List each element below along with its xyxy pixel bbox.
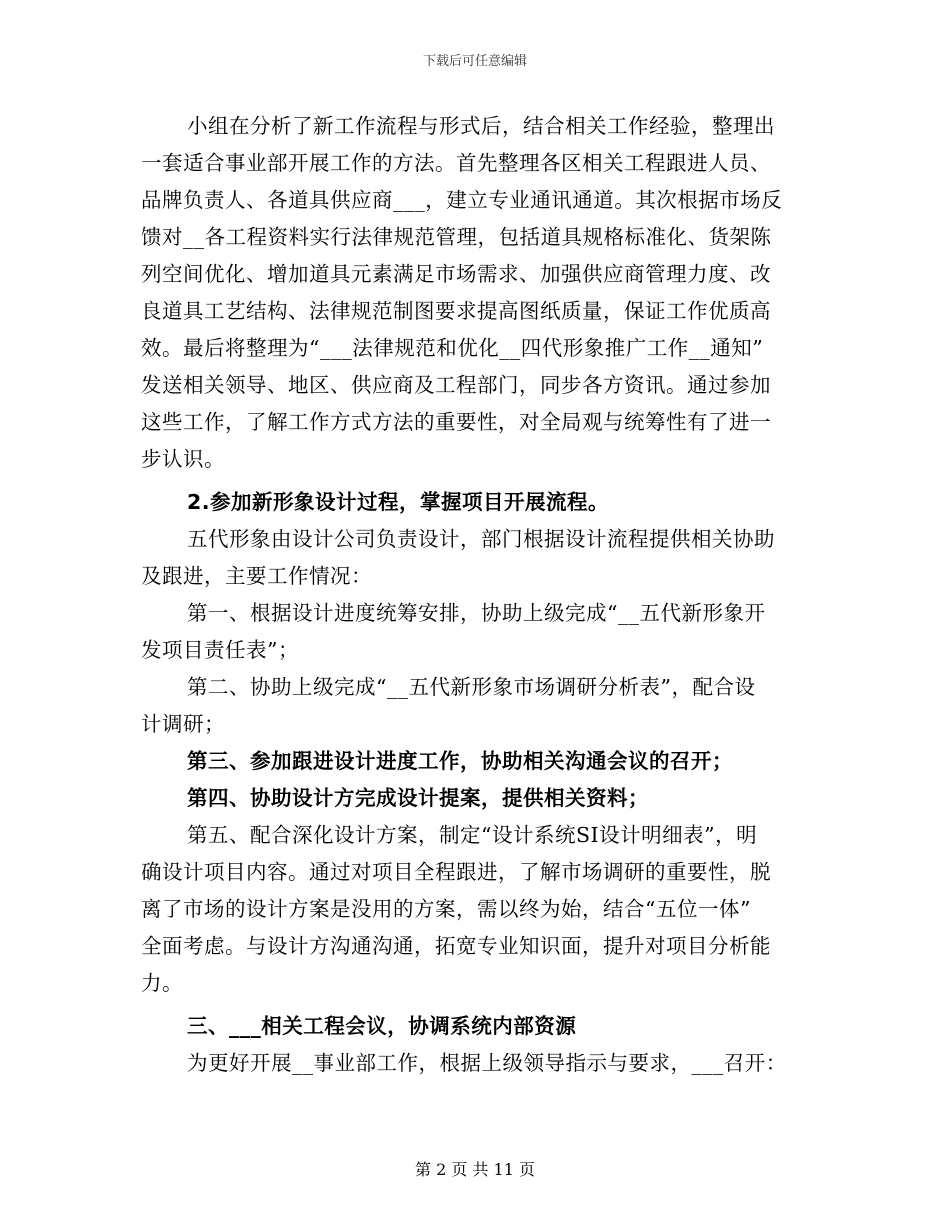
text-line: 五代形象由设计公司负责设计，部门根据设计流程提供相关协助 bbox=[187, 527, 775, 551]
text-line: 全面考虑。与设计方沟通沟通，拓宽专业知识面，提升对项目分析能 bbox=[141, 934, 771, 958]
page-footer: 第 2 页 共 11 页 bbox=[415, 1160, 535, 1179]
text-line: 小组在分析了新工作流程与形式后，结合相关工作经验，整理出 bbox=[187, 114, 775, 138]
text-line: 这些工作，了解工作方式方法的重要性，对全局观与统筹性有了进一 bbox=[141, 410, 771, 434]
text-line: 及跟进，主要工作情况： bbox=[141, 564, 372, 588]
section-heading-line: 2.参加新形象设计过程，掌握项目开展流程。 bbox=[187, 490, 610, 514]
text-line: 第一、根据设计进度统筹安排，协助上级完成“__五代新形象开 bbox=[187, 601, 766, 625]
section-heading-line: 三、___相关工程会议，协调系统内部资源 bbox=[187, 1014, 577, 1038]
text-line: 品牌负责人、各道具供应商___，建立专业通讯通道。其次根据市场反 bbox=[141, 188, 783, 212]
text-line: 发送相关领导、地区、供应商及工程部门，同步各方资讯。通过参加 bbox=[141, 373, 771, 397]
text-line: 发项目责任表”； bbox=[141, 638, 299, 662]
section-heading-line: 第三、参加跟进设计进度工作，协助相关沟通会议的召开； bbox=[187, 749, 733, 773]
document-body bbox=[141, 108, 813, 1082]
text-line: 力。 bbox=[141, 971, 183, 995]
text-line: 为更好开展__事业部工作，根据上级领导指示与要求，___召开： bbox=[187, 1051, 787, 1075]
text-line: 计调研； bbox=[141, 712, 225, 736]
text-line: 确设计项目内容。通过对项目全程跟进，了解市场调研的重要性，脱 bbox=[141, 860, 771, 884]
section-heading-line: 第四、协助设计方完成设计提案，提供相关资料； bbox=[187, 786, 649, 810]
text-line: 第五、配合深化设计方案，制定“设计系统SI设计明细表”，明 bbox=[187, 823, 758, 847]
text-line: 良道具工艺结构、法律规范制图要求提高图纸质量，保证工作优质高 bbox=[141, 299, 771, 323]
text-line: 离了市场的设计方案是没用的方案，需以终为始，结合“五位一体” bbox=[141, 897, 751, 921]
text-line: 效。最后将整理为“___法律规范和优化__四代形象推广工作__通知” bbox=[141, 336, 764, 360]
text-line: 馈对__各工程资料实行法律规范管理，包括道具规格标准化、货架陈 bbox=[141, 225, 772, 249]
page-header: 下载后可任意编辑 bbox=[422, 54, 527, 69]
text-line: 一套适合事业部开展工作的方法。首先整理各区相关工程跟进人员、 bbox=[141, 151, 771, 175]
text-line: 列空间优化、增加道具元素满足市场需求、加强供应商管理力度、改 bbox=[141, 262, 771, 286]
text-line: 第二、协助上级完成“__五代新形象市场调研分析表”，配合设 bbox=[187, 675, 756, 699]
text-line: 步认识。 bbox=[141, 447, 225, 471]
